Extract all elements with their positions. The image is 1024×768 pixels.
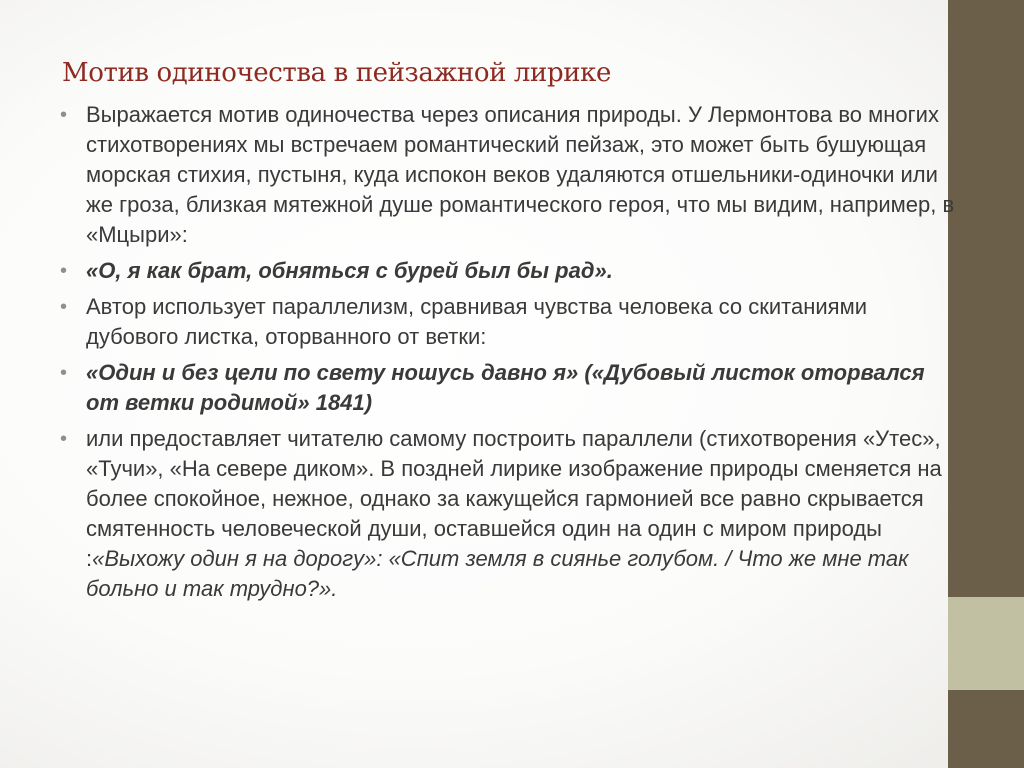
bullet-text: Автор использует параллелизм, сравнивая чувства человека со скитаниями дубового листка, оторванного от ветки:: [86, 294, 868, 349]
bullet-italic-quote: «Выхожу один я на дорогу»: «Спит земля в сиянье голубом. / Что же мне так больно и так трудно?».: [86, 546, 909, 601]
side-accent-block: [948, 597, 1024, 690]
bullet-item: [58, 256, 963, 286]
bullet-item: [58, 358, 963, 418]
bullet-text: Выражается мотив одиночества через описания природы. У Лермонтова во многих стихотворениях мы встречаем романтический пейзаж, это может быть бушующая морская стихия, пустыня, куда испокон веков удаляются отшельники-одиночки или же гроза, близкая мятежной душе романтического героя, что мы видим, например, в «Мцыри»:: [86, 102, 955, 247]
bullet-quote: «О, я как брат, обняться с бурей был бы рад».: [86, 258, 613, 283]
slide-title: Мотив одиночества в пейзажной лирике: [62, 58, 611, 88]
bullet-item: [58, 292, 963, 352]
bullet-item: [58, 424, 963, 604]
bullet-quote: «Один и без цели по свету ношусь давно я» («Дубовый листок оторвался от ветки родимой» 1841): [86, 360, 925, 415]
bullet-text: или предоставляет читателю самому построить параллели (стихотворения «Утес», «Тучи», «На севере диком». В поздней лирике изображение природы сменяется на более спокойное, нежное, однако за кажущейся гармонией все равно скрывается смятенность человеческой души, оставшейся один на один с миром природы :: [86, 426, 942, 571]
bullet-item: [58, 100, 963, 250]
bullet-list: [58, 100, 963, 610]
